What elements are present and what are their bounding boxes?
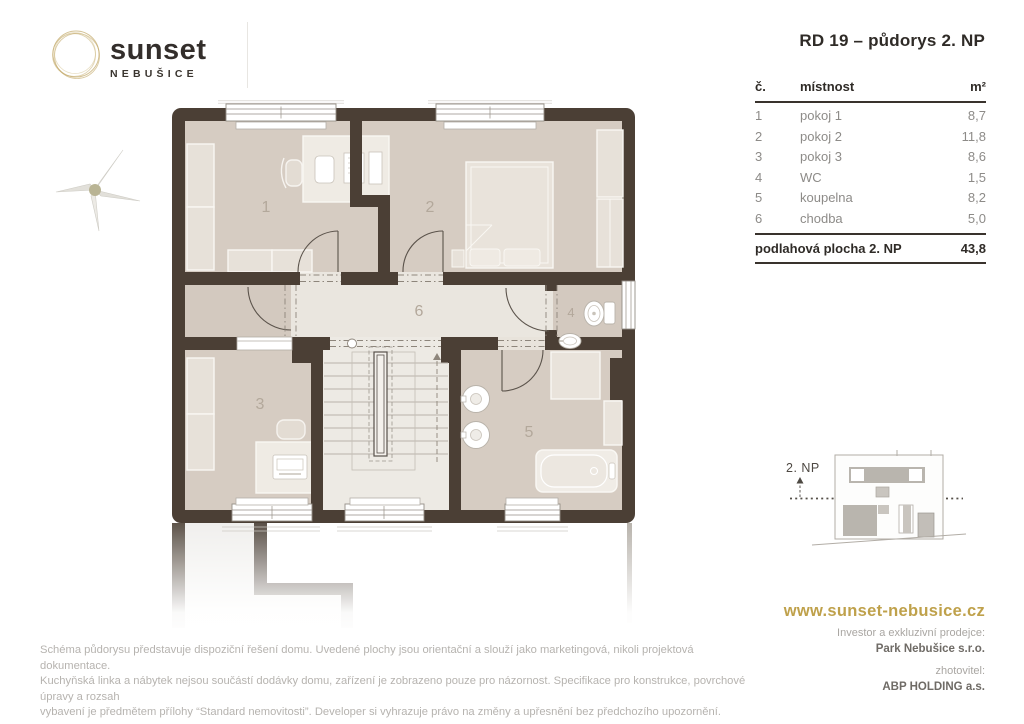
- table-header-room: místnost: [800, 79, 855, 94]
- disclaimer-line: Schéma půdorysu představuje dispoziční řešení domu. Uvedené plochy jsou orientační a slouží jako marketingová, nikoli projektová dokumentace.: [40, 644, 694, 672]
- toilet-icon: [584, 301, 615, 326]
- table-row: 5 koupelna 8,2: [755, 190, 986, 205]
- table-total-label: podlahová plocha 2. NP: [755, 241, 902, 256]
- investor-label: Investor a exkluzivní prodejce:: [837, 627, 985, 639]
- logo-mark: [46, 25, 106, 85]
- bath-shelf-icon: [604, 401, 622, 445]
- room-area-table: [755, 79, 986, 264]
- table-row: 6 chodba 5,0: [755, 210, 986, 226]
- disclaimer-line: vybavení je předmětem přílohy “Standard nemovitosti”. Developer si vyhrazuje právo na změny a upřesnění bez předchozího upozornění.: [40, 706, 721, 719]
- maker-name: ABP HOLDING a.s.: [882, 681, 985, 693]
- table-header: [755, 79, 986, 103]
- table-row: 3 pokoj 3 8,6: [755, 149, 986, 164]
- lower-storey-outline: [160, 523, 660, 638]
- wardrobe-icon: [187, 358, 214, 470]
- table-row: 4 WC 1,5: [755, 169, 986, 185]
- credits-block: [837, 626, 985, 695]
- nightstand-icon: [452, 250, 464, 267]
- website-link[interactable]: www.sunset-nebusice.cz: [783, 602, 985, 620]
- house-elevation-icon: [786, 450, 966, 545]
- compass-rose-icon: [56, 150, 140, 231]
- bath-cabinet-icon: [551, 352, 600, 399]
- wc-sink-icon: [559, 334, 581, 349]
- logo: [110, 36, 206, 80]
- room-label-5: 5: [524, 424, 534, 441]
- room-label-1: 1: [261, 199, 271, 216]
- wardrobe-icon: [597, 130, 623, 267]
- investor-name: Park Nebušice s.r.o.: [875, 643, 985, 655]
- table-header-area: m²: [970, 79, 986, 94]
- logo-name: sunset: [110, 34, 207, 66]
- elevation-label: 2. NP: [786, 461, 820, 475]
- bathtub-icon: [536, 450, 617, 492]
- maker-label: zhotovitel:: [935, 665, 985, 677]
- room-label-3: 3: [255, 396, 265, 413]
- disclaimer-line: Kuchyňská linka a nábytek nejsou součástí dodávky domu, zařízení je zobrazeno pouze pro názornost. Specifikace pro konstrukce, povrchové úpravy a rozsah: [40, 675, 746, 703]
- page-title: RD 19 – půdorys 2. NP: [799, 31, 985, 50]
- room-label-4: 4: [567, 305, 575, 320]
- table-header-num: č.: [755, 79, 766, 94]
- room-label-2: 2: [425, 199, 435, 216]
- header-divider: [247, 22, 248, 88]
- stair-railing: [374, 352, 387, 456]
- desk-icon: [303, 136, 389, 202]
- disclaimer: [40, 643, 750, 721]
- logo-subname: NEBUŠICE: [110, 68, 198, 80]
- room3-opening: [237, 337, 292, 350]
- room-label-6: 6: [414, 303, 424, 320]
- table-body: [755, 103, 986, 233]
- table-total-value: 43,8: [960, 241, 986, 256]
- table-row: 2 pokoj 2 11,8: [755, 128, 986, 144]
- table-total-row: [755, 233, 986, 264]
- table-row: 1 pokoj 1 8,7: [755, 108, 986, 123]
- double-bed-icon: [466, 162, 553, 268]
